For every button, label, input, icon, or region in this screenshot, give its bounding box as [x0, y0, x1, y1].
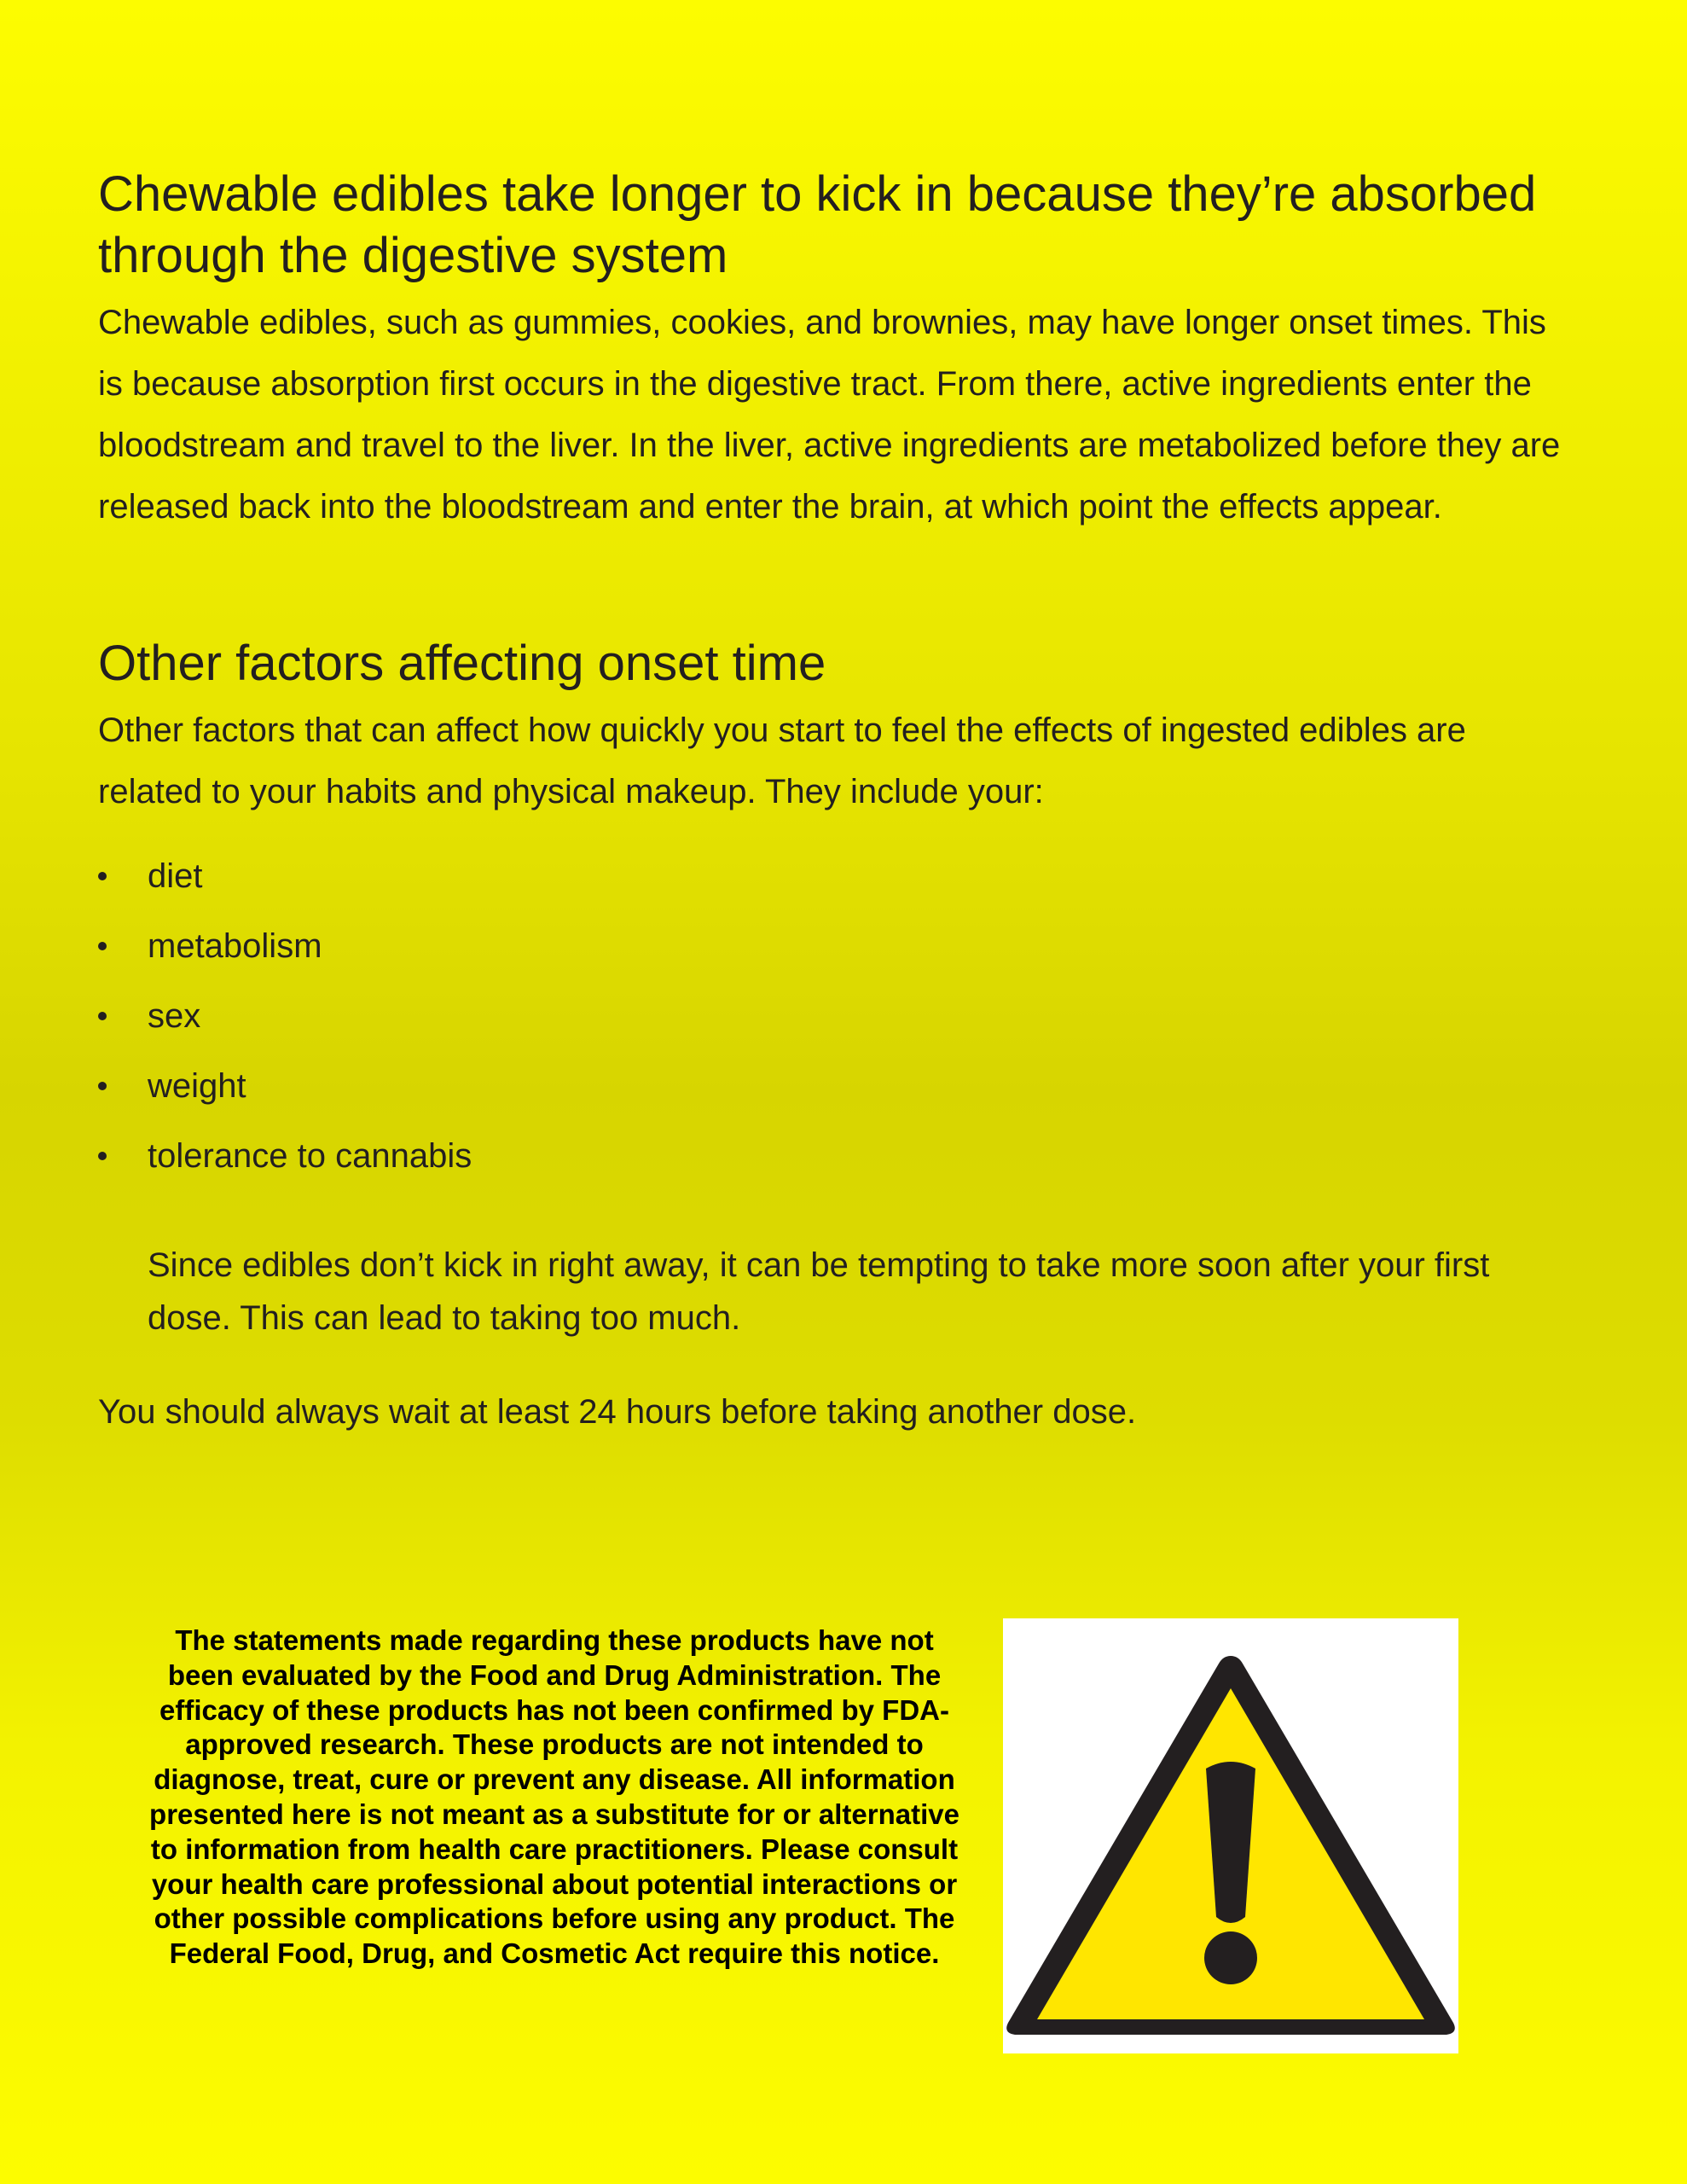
list-item-label: metabolism: [148, 927, 322, 965]
fda-disclaimer: The statements made regarding these products have not been evaluated by the Food and Drug Administration. The efficacy of these products has not been confirmed by FDA-approved research. These products are not intended to diagnose, treat, cure or prevent any disease. All information presented here is not meant as a substitute for or alternative to information from health care practitioners. Please consult your health care professional about potential interactions or other possible complications before using any product. The Federal Food, Drug, and Cosmetic Act require this notice.: [149, 1624, 959, 1970]
list-item-label: weight: [148, 1067, 246, 1105]
bullet-icon: [98, 942, 107, 950]
factors-list: [98, 841, 1565, 1191]
bullet-icon: [98, 872, 107, 880]
wait-note: You should always wait at least 24 hours before taking another dose.: [98, 1393, 1137, 1431]
warning-image: [1003, 1618, 1458, 2053]
bullet-icon: [98, 1012, 107, 1020]
list-item: [98, 841, 1565, 911]
list-item: [98, 1051, 1565, 1121]
bullet-icon: [98, 1082, 107, 1090]
list-item-label: diet: [148, 857, 203, 895]
list-item: [98, 1121, 1565, 1191]
indented-note: Since edibles don’t kick in right away, it can be tempting to take more soon after your first dose. This can lead to taking too much.: [148, 1246, 1490, 1337]
section-heading-other-factors: Other factors affecting onset time: [98, 636, 826, 691]
list-item-label: tolerance to cannabis: [148, 1137, 472, 1175]
section-intro-other-factors: Other factors that can affect how quickly you start to feel the effects of ingested edibles are related to your habits and physical makeup. They include your:: [98, 712, 1466, 810]
list-item: [98, 911, 1565, 981]
list-item: [98, 981, 1565, 1051]
section-body-chewable-edibles: Chewable edibles, such as gummies, cookies, and brownies, may have longer onset times. This is because absorption first occurs in the digestive tract. From there, active ingredients enter the bloodstream and travel to the liver. In the liver, active ingredients are metabolized before they are released back into the bloodstream and enter the brain, at which point the effects appear.: [98, 304, 1561, 526]
bullet-icon: [98, 1152, 107, 1160]
list-item-label: sex: [148, 997, 201, 1035]
warning-triangle-icon: [1003, 1618, 1458, 2053]
main-content: [98, 164, 1565, 1438]
section-heading-chewable-edibles: Chewable edibles take longer to kick in because they’re absorbed through the digestive system: [98, 166, 1537, 283]
